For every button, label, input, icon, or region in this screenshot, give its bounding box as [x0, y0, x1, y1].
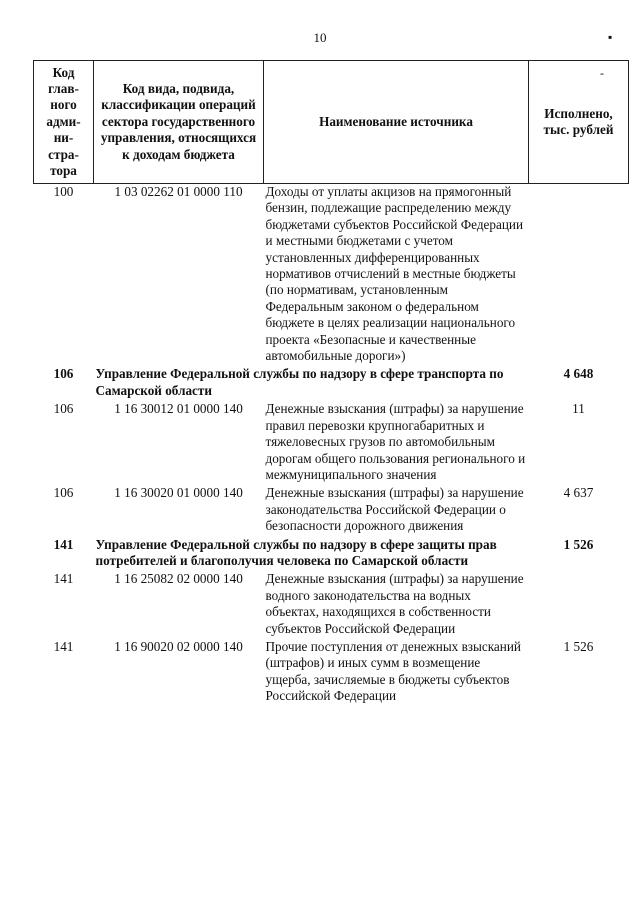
- source-name-cell: Денежные взыскания (штрафы) за нарушение правил перевозки крупногабаритных и тяжеловесных грузов по автомобильным дорогам общего пользования регионального и межмуниципального значения: [265, 401, 526, 482]
- table-group-row: [34, 366, 629, 399]
- amount-cell: [529, 571, 629, 637]
- source-name-cell: Доходы от уплаты акцизов на прямогонный бензин, подлежащие распределению между бюджетами субъектов Российской Федерации и местными бюджетами с учетом установленных дифференцированных нормативов отчислений в местные бюджеты (по нормативам, установленным Федеральным законом о федеральном бюджете в целях реализации национального проекта «Безопасные и качественные автомобильные дороги»): [265, 184, 524, 364]
- amount-cell: [529, 184, 629, 365]
- administrator-name-cell: Управление Федеральной службы по надзору в сфере транспорта по Самарской области: [95, 366, 504, 398]
- page-dot-mark: ▪: [608, 30, 613, 44]
- amount-cell: 1 526: [563, 638, 594, 654]
- amount-cell: 4 648: [563, 366, 594, 382]
- amount-cell: 4 637: [563, 485, 594, 501]
- header-admin-code-line: тора: [50, 163, 77, 179]
- table-row: [34, 571, 629, 637]
- table-group-row: [34, 537, 629, 570]
- header-source-name: Наименование источника: [264, 61, 529, 184]
- kbk-cell: 1 16 30020 01 0000 140: [114, 485, 243, 501]
- page-number: 10: [313, 30, 327, 45]
- source-name-cell: Прочие поступления от денежных взысканий (штрафов) и иных сумм в возмещение ущерба, зачисляемые в бюджеты субъектов Российской Федерации: [265, 638, 521, 704]
- table-row: [34, 184, 629, 365]
- header-admin-code-line: адми-: [46, 113, 81, 129]
- admin-code-cell: 106: [53, 366, 74, 382]
- amount-cell: 11: [572, 401, 585, 417]
- kbk-cell: 1 16 90020 02 0000 140: [114, 638, 243, 654]
- kbk-cell: 1 03 02262 01 0000 110: [114, 184, 243, 199]
- table-header-row: [34, 61, 629, 184]
- administrator-name-cell: Управление Федеральной службы по надзору в сфере защиты прав потребителей и благополучия человека по Самарской области: [95, 536, 497, 568]
- admin-code-cell: 141: [53, 638, 74, 654]
- table-row: [34, 485, 629, 534]
- header-admin-code-line: стра-: [48, 146, 79, 162]
- source-name-cell: Денежные взыскания (штрафы) за нарушение законодательства Российской Федерации о безопасности дорожного движения: [265, 485, 524, 534]
- admin-code-cell: 106: [53, 485, 74, 501]
- admin-code-cell: 106: [53, 401, 74, 417]
- header-executed: Исполнено, тыс. рублей: [529, 61, 629, 184]
- header-admin-code-line: ного: [50, 97, 77, 113]
- source-name-cell: Денежные взыскания (штрафы) за нарушение водного законодательства на водных объектах, находящихся в собственности субъектов Российской Федерации: [265, 571, 524, 636]
- kbk-cell: 1 16 30012 01 0000 140: [114, 401, 243, 417]
- header-classification-code: Код вида, подвида, классификации операций сектора государственного управления, относящихся к доходам бюджета: [94, 61, 264, 184]
- kbk-cell: 1 16 25082 02 0000 140: [114, 571, 243, 587]
- admin-code-cell: 100: [53, 184, 74, 199]
- admin-code-cell: 141: [53, 536, 74, 552]
- amount-cell: 1 526: [563, 536, 594, 552]
- admin-code-cell: 141: [53, 571, 74, 587]
- header-admin-code-line: Код: [52, 64, 75, 80]
- table-row: [34, 639, 629, 705]
- header-admin-code: [34, 61, 94, 184]
- revenue-table: [33, 60, 629, 705]
- header-admin-code-line: глав-: [48, 80, 79, 96]
- header-dash-mark: -: [600, 66, 604, 80]
- table-row: [34, 401, 629, 483]
- header-admin-code-line: ни-: [53, 130, 74, 146]
